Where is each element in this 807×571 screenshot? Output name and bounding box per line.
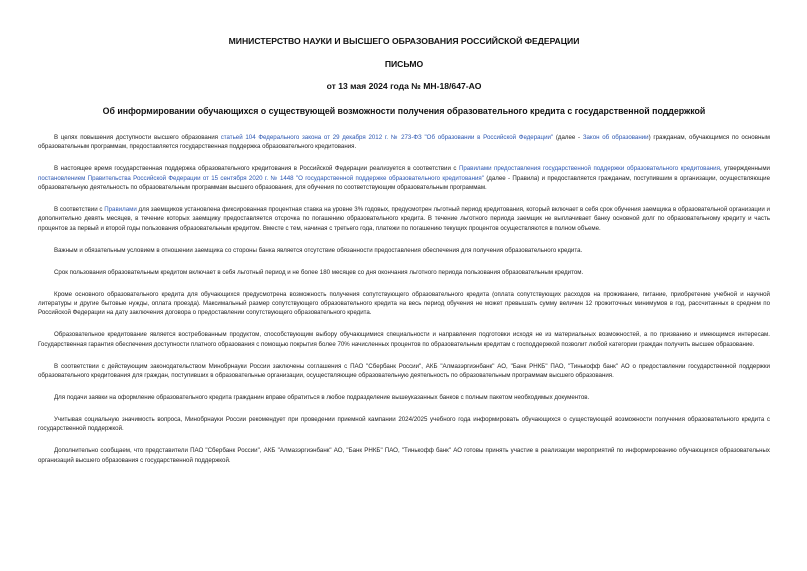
paragraph-p7 (38, 330, 770, 349)
paragraph-text: В соответствии с действующим законодательством Минобрнауки России заключены соглашения с ПАО "Сбербанк России", АКБ "Алмазэргиэнбанк" АО, "Банк РНКБ" ПАО, "Тинькофф банк" АО о предоставлении государственной поддержки образовательного кредитования для граждан, поступивших в образовательные организации, осуществляющие образовательную деятельность по образовательным программам высшего образования. (38, 362, 770, 379)
paragraph-p6 (38, 290, 770, 318)
paragraph-text: Дополнительно сообщаем, что представители ПАО "Сбербанк России", АКБ "Алмазэргиэнбанк" АО, "Банк РНКБ" ПАО, "Тинькофф банк" АО готовы принять участие в реализации мероприятий по информированию обучающихся образовательных организаций высшего образования с государственной поддержкой. (38, 447, 770, 464)
document-body (38, 133, 770, 465)
document-link[interactable]: постановлением Правительства Российской Федерации от 15 сентября 2020 г. № 1448 "О государственной поддержке образовательного кредитования" (38, 174, 484, 182)
document-link[interactable]: Правилами (104, 206, 137, 214)
paragraph-text: (далее - (553, 134, 583, 141)
document-date-number: от 13 мая 2024 года № МН-18/647-АО (326, 81, 482, 91)
paragraph-text: (далее - Правила) и предоставляется гражданам, поступившим в организации, осуществляющие образовательную деятельность по образовательным программам высшего образования, для обучения по соответствующим образовательным программам. (38, 174, 771, 192)
document-subject: Об информировании обучающихся о существующей возможности получения образовательного кредита с государственной поддержкой (102, 106, 706, 116)
paragraph-text: ) гражданам, обучающимся по основным образовательным программам, предоставляется государственная поддержка образовательного кредитования. (38, 134, 770, 151)
paragraph-text: Учитывая социальную значимость вопроса, Минобрнауки России рекомендует при проведении приемной кампании 2024/2025 учебного года информировать обучающихся о существующей возможности получения образовательного кредита с государственной поддержкой. (38, 415, 770, 433)
paragraph-text: для заемщиков установлена фиксированная процентная ставка на уровне 3% годовых, предусмотрен льготный период кредитования, который включает в себя срок обучения заемщика в образовательной организации и дополнительно девять месяцев, в течение которых заемщику предоставляется отсрочка по погашению образовательного кредита. В течение льготного периода заемщик не выплачивает банку основной долг по образовательному кредиту и часть процентов за первый и второй годы пользования образовательным кредитом. Вместе с тем, начиная с третьего года, платежи по погашению текущих процентов осуществляются в полном объеме. (38, 206, 770, 232)
paragraph-text: Важным и обязательным условием в отношении заемщика со стороны банка является отсутствие обязанности предоставления обеспечения для получения образовательного кредита. (54, 246, 583, 254)
paragraph-text: Образовательное кредитование является востребованным продуктом, способствующим выбору обучающимися специальности и направления подготовки исходя не из материальных возможностей, а по призванию и имеющимся интересам. Государственная гарантия обеспечения доступности платного образования с помощью покрытия более 70% начисленных процентов по образовательным кредитам с господдержкой позволит любой категории граждан получить высшее образование. (38, 331, 770, 348)
paragraph-text: В настоящее время государственная поддержка образовательного кредитования в Российской Федерации реализуется в соответствии с (54, 165, 459, 173)
document-link[interactable]: статьей 104 Федерального закона от 29 декабря 2012 г. № 273-ФЗ "Об образовании в Российской Федерации" (220, 134, 554, 141)
paragraph-p1 (38, 133, 770, 152)
paragraph-text: Кроме основного образовательного кредита для обучающихся предусмотрена возможность получения сопутствующего образовательного кредита (оплата сопутствующих расходов на проживание, питание, приобретение учебной и научной литературы и другие бытовые нужды, оплата проезда). Максимальный размер сопутствующего образовательного кредита на весь период обучения не может превышать сумму величин 12 прожиточных минимумов в год, рассчитанных в среднем по Российской Федерации на дату заключения договора о предоставлении сопутствующего образовательного кредита. (38, 290, 770, 317)
ministry-heading: МИНИСТЕРСТВО НАУКИ И ВЫСШЕГО ОБРАЗОВАНИЯ РОССИЙСКОЙ ФЕДЕРАЦИИ (228, 36, 580, 46)
document-link[interactable]: Правилами предоставления государственной поддержки образовательного кредитования (458, 165, 720, 173)
paragraph-p5 (38, 268, 770, 277)
document-type: ПИСЬМО (384, 59, 424, 69)
paragraph-p3 (38, 205, 770, 233)
paragraph-p4 (38, 246, 770, 255)
paragraph-p10 (38, 415, 770, 434)
paragraph-text: , утвержденными (719, 165, 770, 173)
paragraph-text: В соответствии с (54, 206, 105, 214)
paragraph-p11 (38, 446, 770, 465)
paragraph-p9 (38, 393, 770, 402)
paragraph-p2 (38, 164, 770, 192)
paragraph-text: Срок пользования образовательным кредитом включает в себя льготный период и не более 180 месяцев со дня окончания льготного периода пользования образовательным кредитом. (54, 268, 584, 276)
paragraph-p8 (38, 362, 770, 381)
paragraph-text: Для подачи заявки на оформление образовательного кредита гражданин вправе обратиться в любое подразделение вышеуказанных банков с полным пакетом необходимых документов. (54, 393, 590, 401)
paragraph-text: В целях повышения доступности высшего образования (54, 134, 221, 141)
document-link[interactable]: Закон об образовании (582, 134, 649, 141)
